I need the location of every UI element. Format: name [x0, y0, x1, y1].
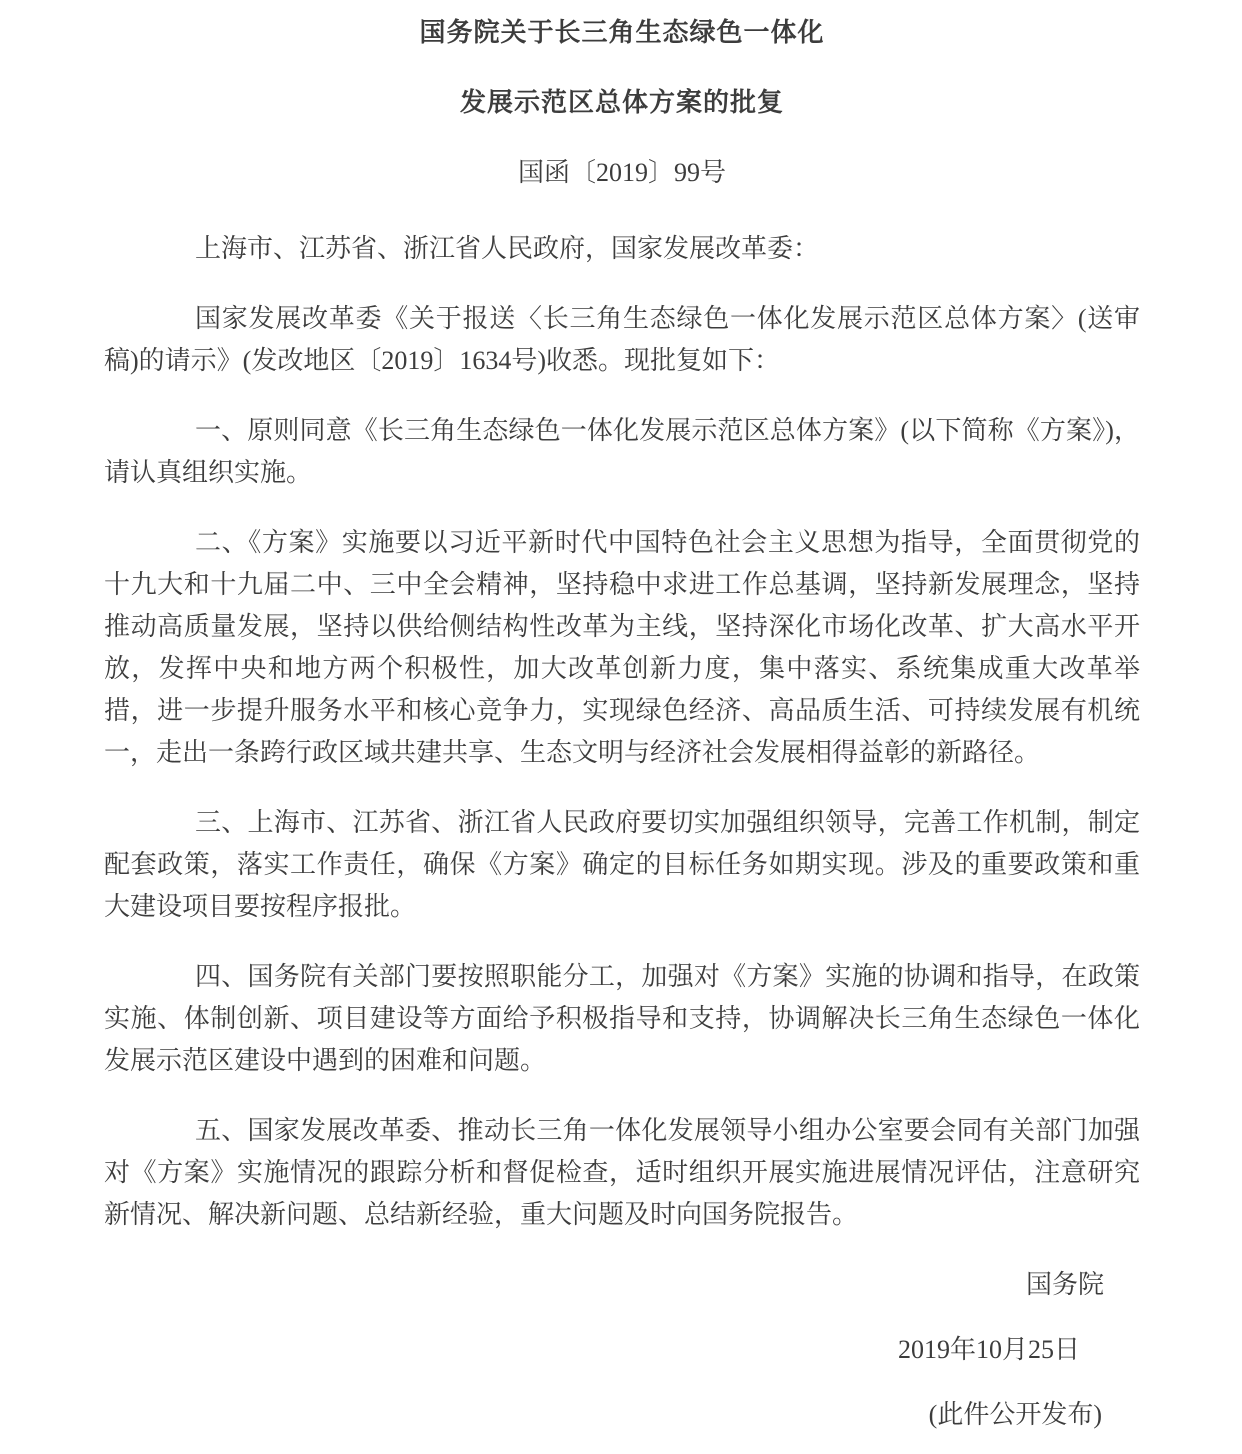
document-title-line-2: 发展示范区总体方案的批复	[459, 88, 784, 117]
paragraph-intro: 国家发展改革委《关于报送〈长三角生态绿色一体化发展示范区总体方案〉(送审稿)的请示》(发改地区〔2019〕1634号)收悉。现批复如下：	[104, 304, 1140, 375]
salutation: 上海市、江苏省、浙江省人民政府，国家发展改革委：	[195, 234, 820, 263]
paragraph-item-5: 五、国家发展改革委、推动长三角一体化发展领导小组办公室要会同有关部门加强对《方案》实施情况的跟踪分析和督促检查，适时组织开展实施进展情况评估，注意研究新情况、解决新问题、总结新经验，重大问题及时向国务院报告。	[104, 1116, 1140, 1229]
paragraph-item-3: 三、上海市、江苏省、浙江省人民政府要切实加强组织领导，完善工作机制，制定配套政策，落实工作责任，确保《方案》确定的目标任务如期实现。涉及的重要政策和重大建设项目要按程序报批。	[104, 808, 1140, 921]
signature-issuer: 国务院	[1025, 1270, 1104, 1299]
closing-block	[104, 1264, 1140, 1436]
paragraph-item-2: 二、《方案》实施要以习近平新时代中国特色社会主义思想为指导，全面贯彻党的十九大和十九届二中、三中全会精神，坚持稳中求进工作总基调，坚持新发展理念，坚持推动高质量发展，坚持以供给侧结构性改革为主线，坚持深化市场化改革、扩大高水平开放，发挥中央和地方两个积极性，加大改革创新力度，集中落实、系统集成重大改革举措，进一步提升服务水平和核心竞争力，实现绿色经济、高品质生活、可持续发展有机统一，走出一条跨行政区域共建共享、生态文明与经济社会发展相得益彰的新路径。	[104, 528, 1140, 767]
document-number: 国函〔2019〕99号	[517, 158, 726, 187]
signature-date: 2019年10月25日	[897, 1335, 1080, 1364]
paragraph-item-4: 四、国务院有关部门要按照职能分工，加强对《方案》实施的协调和指导，在政策实施、体制创新、项目建设等方面给予积极指导和支持，协调解决长三角生态绿色一体化发展示范区建设中遇到的困难和问题。	[104, 962, 1140, 1075]
publish-note: (此件公开发布)	[928, 1400, 1102, 1429]
paragraph-item-1: 一、原则同意《长三角生态绿色一体化发展示范区总体方案》(以下简称《方案》)，请认真组织实施。	[104, 416, 1140, 487]
document-title-line-1: 国务院关于长三角生态绿色一体化	[419, 18, 825, 47]
